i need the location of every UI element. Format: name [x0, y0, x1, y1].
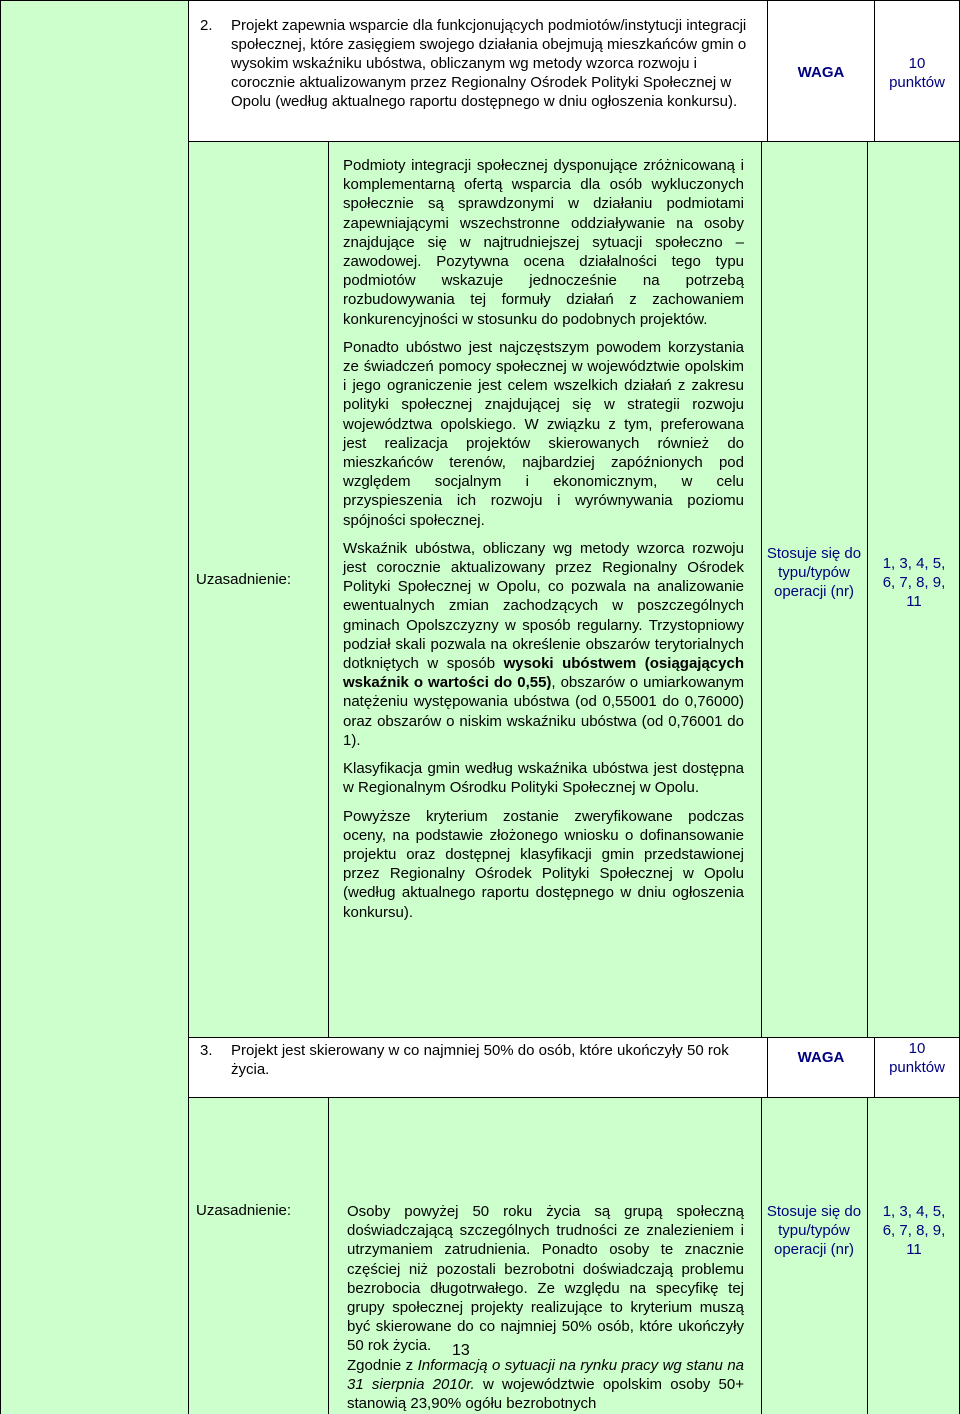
weight-label: WAGA — [797, 64, 845, 81]
criterion-text: Projekt zapewnia wsparcie dla funkcjonujących podmiotów/instytucji integracji społecznej, które zasięgiem swojego działania obejmują mieszkańców gmin o wysokim wskaźniku ubóstwa, obliczanym wg metody wzorca rozwoju i corocznie aktualizowanym przez Regionalny Ośrodek Polityki Społecznej w Opolu (według aktualnego raportu dostępnego w dniu ogłoszenia konkursu). — [231, 17, 747, 110]
bold-text-run: wysoki ubóstwem (osiągających wskaźnik o wartości do 0,55) — [343, 655, 744, 692]
page-number: 13 — [452, 1342, 470, 1359]
justification-label: Uzasadnienie: — [196, 1202, 292, 1219]
justification-paragraph: Powyższe kryterium zostanie zweryfikowane podczas oceny, na podstawie złożonego wniosku o dofinansowanie projektu oraz dostępnej klasyfikacji gmin przedstawionej przez Regionalny Ośrodek Polityki Społecznej w Opolu (według aktualnego raportu dostępnego w dniu ogłoszenia konkursu). — [343, 807, 744, 921]
justification-paragraph: Osoby powyżej 50 roku życia są grupą społeczną doświadczającą szczególnych trudności ze znalezieniem i utrzymaniem zatrudnienia. Ponadto osoby te znacznie częściej niż pozostali bezrobotni doświadczają problemu bezrobocia długotrwałego. Ze względu na specyfikę tej grupy społecznej projekty realizujące to kryterium muszą być skierowane do co najmniej 50% osób, które ukończyły 50 rok życia. — [347, 1203, 744, 1355]
criterion-number: 3. — [200, 1042, 213, 1059]
points-unit: punktów — [889, 1059, 945, 1076]
operation-numbers: 1, 3, 4, 5, 6, 7, 8, 9, 11 — [882, 1203, 946, 1259]
left-margin-cell-mid — [1, 1037, 188, 1097]
justification-paragraph-poverty — [343, 539, 744, 750]
weight-label: WAGA — [797, 1049, 845, 1066]
justification-paragraph-statistics — [347, 1356, 744, 1414]
text-run: w województwie opolskim osoby 50+ stanowią 23,90% ogółu bezrobotnych — [347, 1375, 744, 1413]
text-run: Zgodnie z — [347, 1356, 418, 1374]
text-run: , obszarów o umiarkowanym natężeniu występowania ubóstwa (od 0,55001 do 0,76000) oraz obszarów o niskim wskaźniku ubóstwa (od 0,76001 do 1). — [343, 674, 744, 749]
points-value: 10 — [908, 55, 926, 72]
operation-numbers: 1, 3, 4, 5, 6, 7, 8, 9, 11 — [882, 555, 946, 611]
criterion-text: Projekt jest skierowany w co najmniej 50% do osób, które ukończyły 50 rok życia. — [231, 1042, 729, 1078]
justification-paragraph: Podmioty integracji społecznej dysponujące zróżnicowaną i komplementarną ofertą wsparcia dla osób wykluczonych społecznie są sprawdzonymi w działaniu podmiotami zapewniającymi wszechstronne oddziaływanie na osoby znajdujące się w najtrudniejszej sytuacji społeczno – zawodowej. Pozytywna ocena działalności tego typu podmiotów wskazuje jednocześnie na potrzebą rozbudowywania tej formuły działań z zachowaniem konkurencyjności w stosunku do podobnych projektów. — [343, 157, 744, 328]
points-cell — [875, 1039, 959, 1077]
justification-paragraph: Ponadto ubóstwo jest najczęstszym powodem korzystania ze świadczeń pomocy społecznej w województwie opolskim i jego ograniczenie jest celem wszelkich działań z zakresu polityki społecznej znajdującej się w strategii rozwoju województwa opolskiego. W związku z tym, preferowana jest realizacja projektów skierowanych również do mieszkańców terenów, najbardziej zapóźnionych pod względem socjalnym i ekonomicznym, w celu przyspieszenia ich rozwoju i wyrównywania poziomu spójności społecznej. — [343, 338, 744, 529]
text-run: Wskaźnik ubóstwa, obliczany wg metody wzorca rozwoju jest corocznie aktualizowany przez Regionalny Ośrodek Polityki Społecznej w Opolu, co pozwala na analizowanie ewentualnych zmian zachodzących w poszczególnych gminach Opolszczyzny w sposób regularny. Trzystopniowy podział skali pozwala na określenie obszarów terytorialnych dotkniętych w sposób — [343, 539, 744, 673]
criterion-number: 2. — [200, 17, 213, 34]
applies-to-operations-label: Stosuje się do typu/typów operacji (nr) — [766, 545, 862, 601]
italic-text-run: Informacją o sytuacji na rynku pracy wg stanu na 31 sierpnia 2010r. — [347, 1356, 745, 1393]
justification-text — [347, 1202, 744, 1413]
justification-label: Uzasadnienie: — [196, 571, 292, 588]
applies-to-operations-label: Stosuje się do typu/typów operacji (nr) — [766, 1203, 862, 1259]
points-unit: punktów — [889, 74, 945, 91]
justification-paragraph: Klasyfikacja gmin według wskaźnika ubóstwa jest dostępna w Regionalnym Ośrodku Polityki Społecznej w Opolu. — [343, 760, 744, 797]
points-cell — [875, 54, 959, 92]
justification-text — [343, 156, 744, 922]
points-value: 10 — [908, 1040, 926, 1057]
